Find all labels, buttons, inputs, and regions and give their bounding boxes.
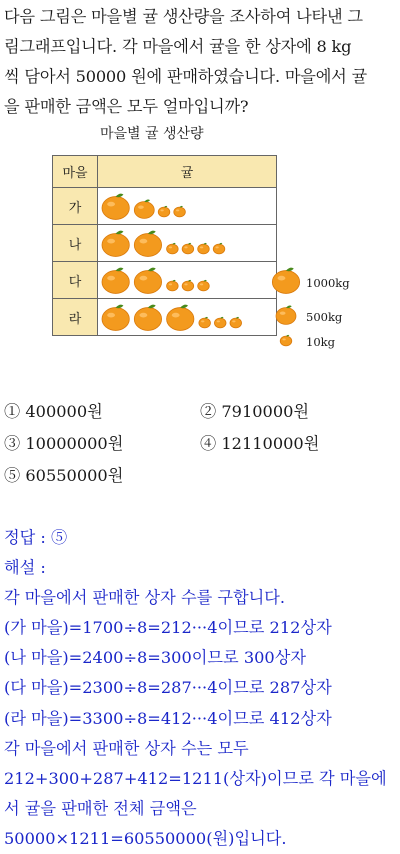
orange-small-icon (213, 243, 225, 254)
choice-2[interactable] (200, 398, 309, 422)
orange-small-icon (280, 335, 292, 346)
question-line: 씩 담아서 50000 원에 판매하였습니다. 마을에서 귤 (4, 67, 367, 86)
answer-line: (나 마을)=2400÷8=300이므로 300상자 (4, 648, 306, 668)
choice-text: 12110000원 (221, 434, 320, 453)
answer-line: 각 마을에서 판매한 상자 수는 모두 (4, 738, 249, 758)
choice-1[interactable] (4, 398, 103, 422)
orange-small-icon (230, 317, 242, 328)
header-fruit: 귤 (98, 156, 277, 188)
legend-label-1000kg: 1000kg (306, 276, 350, 290)
orange-mid-icon (276, 306, 296, 325)
orange-big-icon (102, 194, 129, 220)
answer-line: 서 귤을 판매한 전체 금액은 (4, 798, 197, 818)
graph-title: 마을별 귤 생산량 (100, 126, 204, 142)
orange-small-icon (174, 206, 186, 217)
answer-explanation (4, 523, 398, 854)
question-line: 림그래프입니다. 각 마을에서 귤을 한 상자에 8 kg (4, 37, 352, 56)
orange-big-icon (134, 305, 161, 331)
choice-text: 10000000원 (25, 434, 124, 453)
fruit-row-icons (98, 225, 276, 261)
question-line: 을 판매한 금액은 모두 얼마입니까? (4, 97, 249, 116)
answer-line: 정답 : ⑤ (4, 528, 68, 547)
answer-line: 50000×1211=60550000(원)입니다. (4, 828, 287, 848)
choice-mark: ② (200, 402, 217, 421)
village-name: 라 (53, 299, 98, 336)
answer-line: (가 마을)=1700÷8=212···4이므로 212상자 (4, 618, 332, 638)
orange-small-icon (182, 243, 194, 254)
choice-3[interactable] (4, 430, 123, 454)
picture-graph-table (52, 155, 277, 336)
orange-small-icon (182, 280, 194, 291)
choice-4[interactable] (200, 430, 319, 454)
orange-big-icon (272, 268, 299, 294)
orange-big-icon (102, 268, 129, 294)
orange-mid-icon (134, 200, 154, 219)
orange-big-icon (134, 231, 161, 257)
orange-big-icon (102, 305, 129, 331)
header-village: 마을 (53, 156, 98, 188)
orange-big-icon (102, 231, 129, 257)
fruit-row-icons (98, 262, 276, 298)
orange-big-icon (134, 268, 161, 294)
choice-5[interactable] (4, 462, 123, 486)
fruit-row-icons (98, 188, 276, 224)
choice-text: 60550000원 (25, 466, 124, 485)
orange-small-icon (167, 243, 179, 254)
village-name: 다 (53, 262, 98, 299)
orange-small-icon (199, 317, 211, 328)
answer-line: (다 마을)=2300÷8=287···4이므로 287상자 (4, 678, 332, 698)
legend-label-500kg: 500kg (306, 310, 343, 324)
answer-line: 해설 : (4, 558, 46, 578)
fruit-cell (98, 188, 277, 225)
answer-line: (라 마을)=3300÷8=412···4이므로 412상자 (4, 708, 332, 728)
answer-line: 212+300+287+412=1211(상자)이므로 각 마을에 (4, 768, 387, 788)
graph-legend (268, 264, 398, 354)
question-text (4, 2, 398, 122)
orange-small-icon (167, 280, 179, 291)
legend-label-10kg: 10kg (306, 335, 335, 349)
choice-text: 400000원 (25, 402, 103, 421)
choice-mark: ④ (200, 434, 217, 453)
legend-icons (268, 264, 308, 354)
fruit-cell (98, 225, 277, 262)
orange-small-icon (158, 206, 170, 217)
orange-big-icon (167, 305, 194, 331)
choice-mark: ⑤ (4, 466, 21, 485)
choice-mark: ① (4, 402, 21, 421)
question-line: 다음 그림은 마을별 귤 생산량을 조사하여 나타낸 그 (4, 7, 363, 26)
fruit-cell (98, 262, 277, 299)
village-name: 가 (53, 188, 98, 225)
choice-text: 7910000원 (221, 402, 310, 421)
orange-small-icon (214, 317, 226, 328)
orange-small-icon (198, 243, 210, 254)
fruit-cell (98, 299, 277, 336)
fruit-row-icons (98, 299, 276, 335)
answer-line: 각 마을에서 판매한 상자 수를 구합니다. (4, 588, 286, 608)
choice-mark: ③ (4, 434, 21, 453)
orange-small-icon (198, 280, 210, 291)
village-name: 나 (53, 225, 98, 262)
